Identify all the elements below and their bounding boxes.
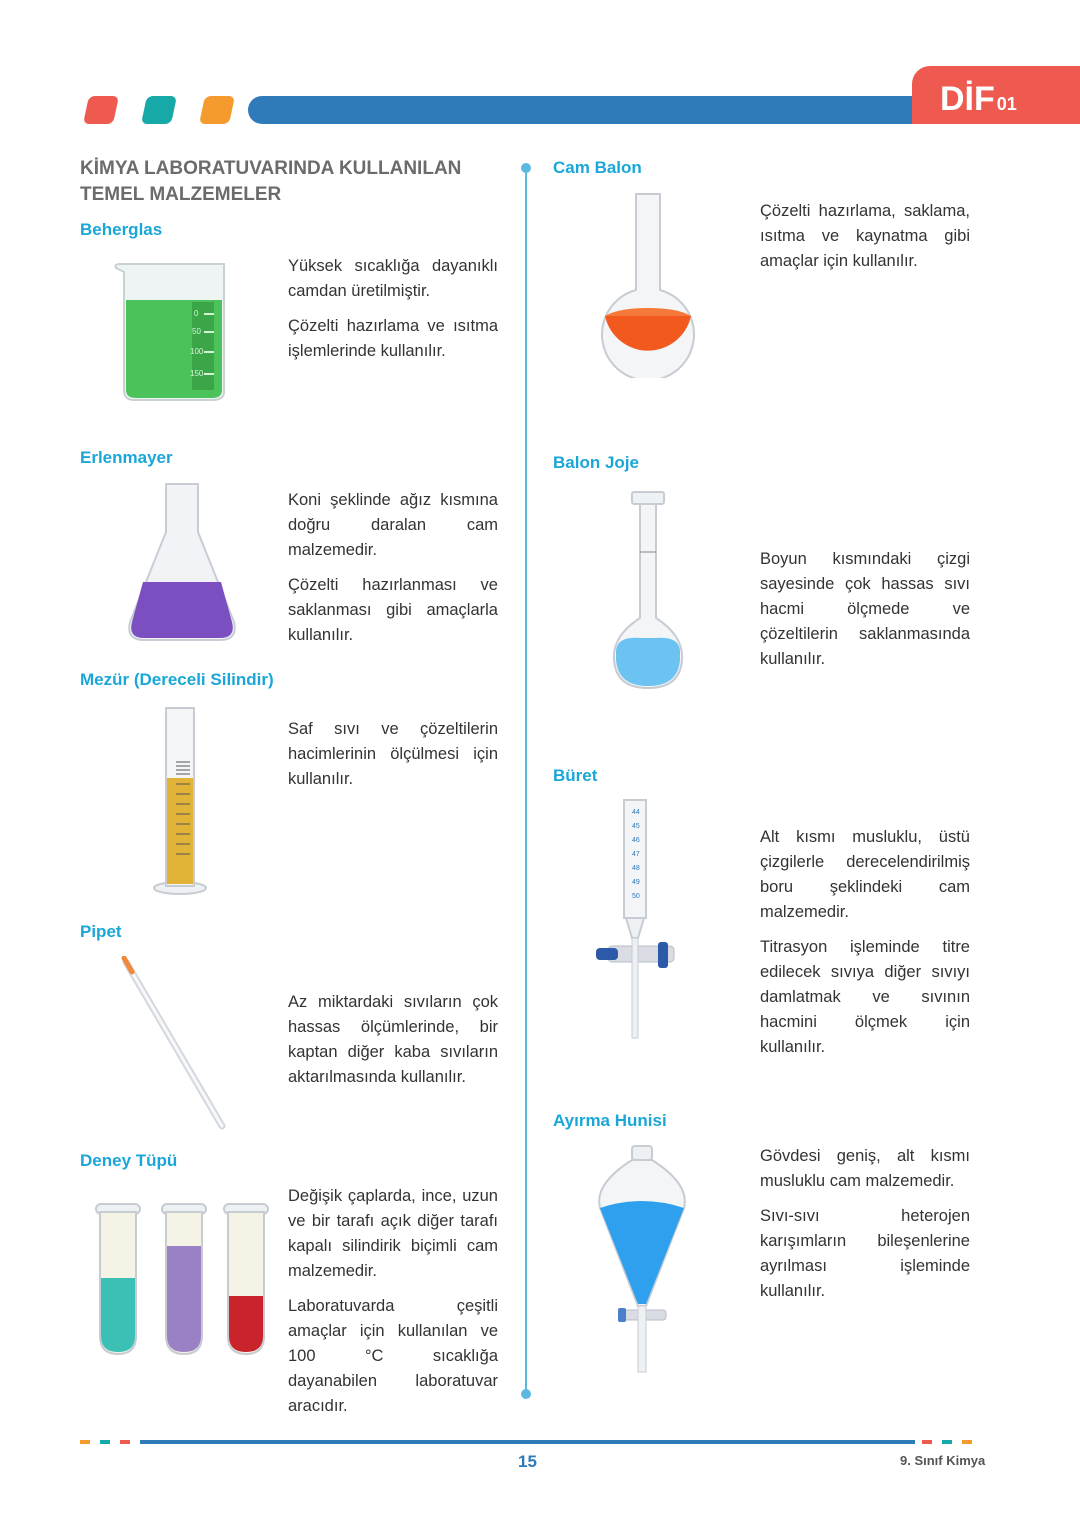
text-ayirma-hunisi: Gövdesi geniş, alt kısmı musluklu cam malzemedir. Sıvı-sıvı heterojen karışımların bileşenlerine ayrılması işleminde kullanılır. bbox=[760, 1147, 970, 1300]
erlenmeyer-image bbox=[126, 482, 238, 644]
beaker-image bbox=[112, 262, 232, 404]
text-pipet: Az miktardaki sıvıların çok hassas ölçümlerinde, bir kaptan diğer kaba sıvıların aktarılmasında kullanılır. bbox=[288, 993, 498, 1086]
burette-mark-45: 45 bbox=[632, 823, 640, 830]
burette-mark-50: 50 bbox=[632, 893, 640, 900]
divider-dot-bottom bbox=[521, 1389, 531, 1399]
page-number: 15 bbox=[518, 1452, 537, 1471]
footer-bar bbox=[140, 1440, 915, 1444]
burette-mark-44: 44 bbox=[632, 809, 640, 816]
pipette-image bbox=[118, 956, 230, 1132]
orange-square-decor bbox=[199, 96, 235, 124]
round-flask-image bbox=[598, 190, 698, 378]
heading-ayirma-hunisi: Ayırma Hunisi bbox=[553, 1111, 667, 1130]
graduated-cylinder-image bbox=[150, 704, 210, 896]
volumetric-flask-image bbox=[608, 490, 688, 692]
beaker-mark-100: 100 bbox=[190, 347, 204, 356]
text-mezur: Saf sıvı ve çözeltilerin hacimlerinin ölçülmesi için kullanılır. bbox=[288, 720, 498, 788]
burette-image bbox=[594, 798, 684, 1044]
burette-mark-46: 46 bbox=[632, 837, 640, 844]
text-cam-balon: Çözelti hazırlama, saklama, ısıtma ve kaynatma gibi amaçlar için kullanılır. bbox=[760, 202, 970, 270]
text-balon-joje: Boyun kısmındaki çizgi sayesinde çok hassas sıvı hacmi ölçmede ve çözeltilerin saklanmasında kullanılır. bbox=[760, 550, 970, 668]
beaker-mark-50: 50 bbox=[192, 327, 201, 336]
burette-mark-49: 49 bbox=[632, 879, 640, 886]
text-erlenmayer: Koni şeklinde ağız kısmına doğru daralan cam malzemedir. Çözelti hazırlanması ve saklanması gibi amaçlarla kullanılır. bbox=[288, 491, 498, 644]
beaker-mark-0: 0 bbox=[194, 309, 199, 318]
heading-pipet: Pipet bbox=[80, 922, 122, 941]
test-tubes-image bbox=[92, 1202, 272, 1358]
text-beherglas: Yüksek sıcaklığa dayanıklı camdan üretilmiştir. Çözelti hazırlama ve ısıtma işlemlerinde kullanılır. bbox=[288, 257, 498, 360]
page-title: KİMYA LABORATUVARINDA KULLANILAN TEMEL MALZEMELER bbox=[80, 158, 462, 205]
footer-dash-teal-right bbox=[942, 1440, 952, 1444]
text-buret: Alt kısmı musluklu, üstü çizgilerle derecelendirilmiş boru şeklindeki cam malzemedir. Titrasyon işleminde titre edilecek sıvıya diğer sıvıyı damlatmak ve sıvının hacmini ölçmek için kullanılır. bbox=[760, 828, 970, 1056]
footer-dash-teal bbox=[100, 1440, 110, 1444]
heading-deney-tupu: Deney Tüpü bbox=[80, 1151, 178, 1170]
divider-dot-top bbox=[521, 163, 531, 173]
heading-erlenmayer: Erlenmayer bbox=[80, 448, 173, 467]
text-deney-tupu: Değişik çaplarda, ince, uzun ve bir tarafı açık diğer tarafı kapalı silindirik biçimli cam malzemedir. Laboratuvarda çeşitli amaçlar için kullanılan ve 100 °C sıcaklığa dayanabilen laboratuvar aracıdır. bbox=[288, 1187, 498, 1415]
burette-mark-48: 48 bbox=[632, 865, 640, 872]
footer-dash-red-right bbox=[922, 1440, 932, 1444]
heading-buret: Büret bbox=[553, 766, 598, 785]
column-divider bbox=[525, 168, 527, 1394]
heading-beherglas: Beherglas bbox=[80, 220, 163, 239]
footer-dash-red bbox=[120, 1440, 130, 1444]
course-name: 9. Sınıf Kimya bbox=[900, 1453, 986, 1468]
heading-mezur: Mezür (Dereceli Silindir) bbox=[80, 670, 274, 689]
footer-dash-orange-right bbox=[962, 1440, 972, 1444]
heading-balon-joje: Balon Joje bbox=[553, 453, 639, 472]
header-bar bbox=[248, 96, 948, 124]
teal-square-decor bbox=[141, 96, 177, 124]
separatory-funnel-image bbox=[592, 1144, 692, 1374]
burette-mark-47: 47 bbox=[632, 851, 640, 858]
brand-logo: DİF 01 bbox=[912, 66, 1080, 124]
red-square-decor bbox=[83, 96, 119, 124]
footer-dash-orange bbox=[80, 1440, 90, 1444]
beaker-mark-150: 150 bbox=[190, 369, 204, 378]
heading-cam-balon: Cam Balon bbox=[553, 158, 642, 177]
